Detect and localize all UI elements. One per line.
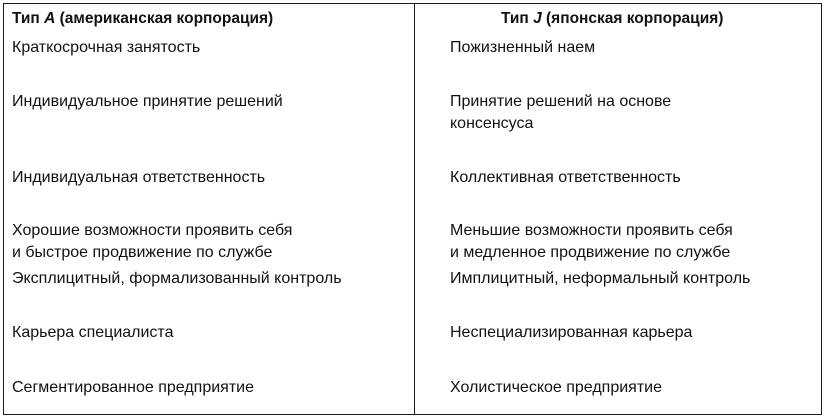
cell-j-enterprise: Холистическое предприятие bbox=[450, 379, 663, 396]
header-type-a: Тип A (американская корпорация) bbox=[12, 10, 274, 27]
cell-a-enterprise: Сегментированное предприятие bbox=[12, 379, 254, 396]
cell-j-employment: Пожизненный наем bbox=[450, 39, 596, 56]
header-type-j: Тип J (японская корпорация) bbox=[501, 10, 724, 27]
column-divider bbox=[414, 3, 415, 415]
cell-a-decision: Индивидуальное принятие решений bbox=[12, 93, 283, 110]
cell-a-promotion: Хорошие возможности проявить себя и быстрое продвижение по службе bbox=[12, 222, 293, 261]
cell-j-control: Имплицитный, неформальный контроль bbox=[450, 270, 751, 287]
comparison-table bbox=[3, 3, 822, 415]
cell-a-employment: Краткосрочная занятость bbox=[12, 39, 201, 56]
cell-j-promotion: Меньшие возможности проявить себя и медленное продвижение по службе bbox=[450, 222, 733, 261]
cell-a-responsibility: Индивидуальная ответственность bbox=[12, 169, 266, 186]
cell-a-career: Карьера специалиста bbox=[12, 324, 174, 341]
cell-a-control: Эксплицитный, формализованный контроль bbox=[12, 270, 342, 287]
cell-j-responsibility: Коллективная ответственность bbox=[450, 169, 681, 186]
cell-j-decision: Принятие решений на основе консенсуса bbox=[450, 93, 672, 132]
cell-j-career: Неспециализированная карьера bbox=[450, 324, 693, 341]
